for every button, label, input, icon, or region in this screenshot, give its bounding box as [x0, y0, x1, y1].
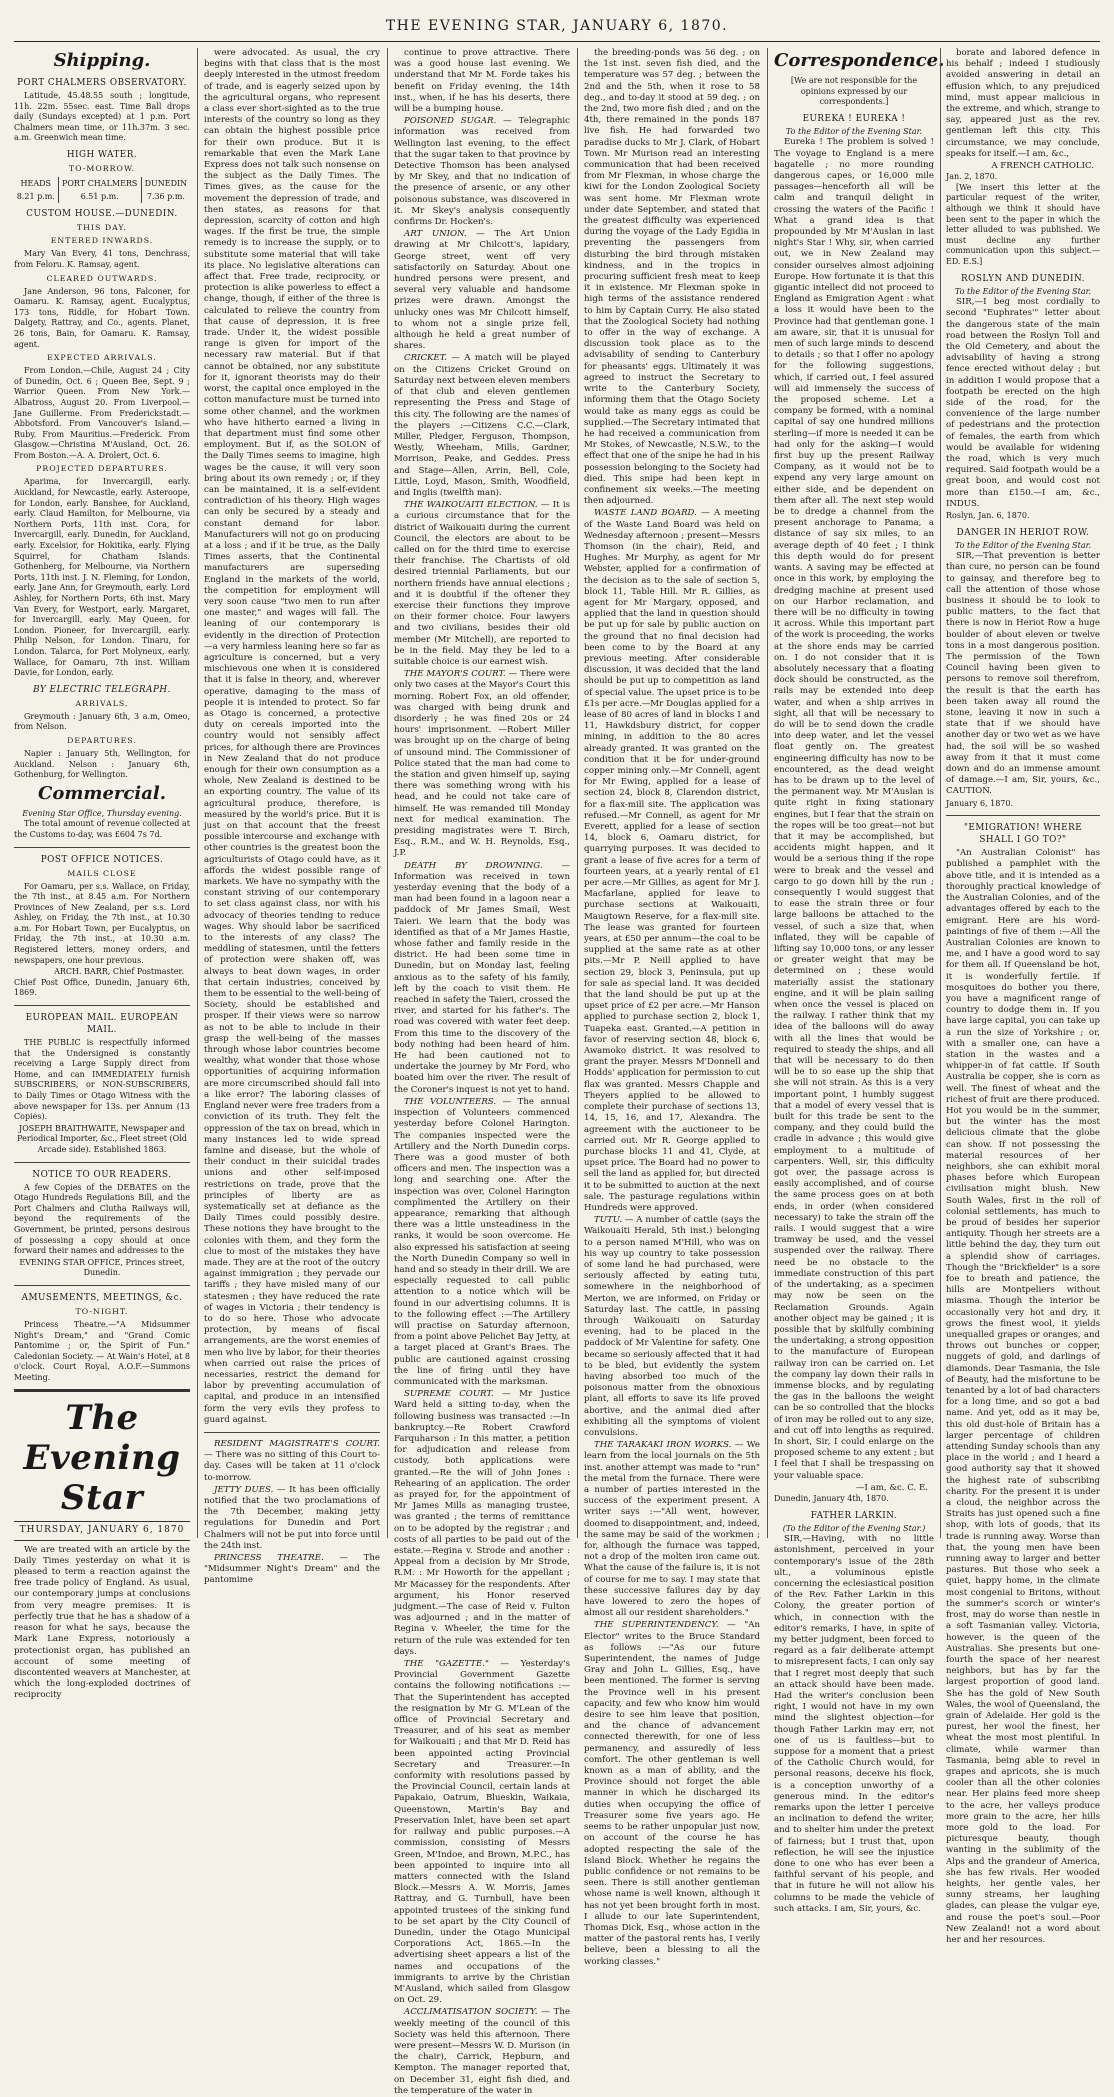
princess-heading: PRINCESS THEATRE.: [214, 1553, 324, 1564]
column-3: [394, 48, 571, 2096]
news-item-heading: DEATH BY DROWNING.: [404, 860, 543, 871]
letter-continued: borate and labored defence in his behalf ; indeed I studiously avoided answering in detail an effusion which, to any prejudiced mind, must appear malicious in the extreme, and which, strange to say, appeared just as the rev. gentleman left this city. This circumstance, we may conclude, speaks for itself.—I am, &c.,: [946, 48, 1100, 159]
correspondence-heading: Correspondence.: [774, 50, 945, 71]
divider: [14, 1285, 190, 1286]
column-1: [14, 48, 190, 1701]
princess-text: The "Midsummer Night's Dream" and the pantomime: [204, 1553, 380, 1586]
separator: —: [493, 1389, 520, 1400]
news-item-heading: ACCLIMATISATION SOCIETY.: [404, 2007, 538, 2018]
news-item-heading: THE VOLUNTEERS.: [404, 1096, 497, 1107]
news-item-heading: CRICKET.: [404, 353, 447, 364]
letter-title: FATHER LARKIN.: [810, 1510, 898, 1521]
news-item: [394, 1097, 570, 1388]
separator: —: [488, 1659, 521, 1670]
commercial-text: The total amount of revenue collected at the Customs to-day, was £604 7s 7d.: [14, 819, 190, 839]
news-item-text: There were only two cases at the Mayor's Court this morning. Robert Fox, an old offender, was charged with being drunk and disorderly ; he was fined 20s or 24 hours' imprisonment. —Robert Miller was brought up on the charge of being of unsound mind. The Commissioner of Police stated that the man had come to the station and given himself up, saying there was something wrong with his head, and he could not take care of himself. He was remanded till Monday next for medical examination. The presiding magistrates were T. Birch, Esq., R.M., and W. H. Reynolds, Esq., J.P.: [394, 669, 570, 859]
divider: [14, 1005, 190, 1006]
leader-continued: were advocated. As usual, the cry begins with that class that is the most deeply interested in the utmost freedom of trade, and is eagerly seized upon by the agricultural organs, who represent a class ever short-sighted as to the true interests of the country so long as they can obtain the highest possible price for their own produce. But it is remarkable that even the Mark Lane Express does not talk such nonsense on the subject as the Daily Times. The Times gives, as the cause for the movement the depression of trade, and then states, as reasons for that depression, scarcity of cotton and high wages. If the first be true, the simple remedy is to increase the supply, or to substitute some material that will take its place. No legislative alterations can affect that. Free trade, reciprocity, or protection is alike powerless to effect a change, though, if either of the three is calculated to relieve the country from that cause of depression, it is free trade. Under it, the widest possible range is given for import of the necessary raw material. But if that cannot be obtained, nor any substitute for it, ignorant theorists may do their worst, the capital once employed in the cotton manufacture must be turned into some other channel, and the workmen who have hitherto earned a living in that department must find some other employment. But if, as the SOLON of the Daily Times seems to imagine, high wages be the cause, it will very soon bring about its own remedy ; or, if they can be maintained, it is a self-evident contradiction of his theory. High wages can only be secured by a steady and constant demand for labor. Manufacturers will not go on producing at a loss ; and if it be true, as the Daily Times asserts, that the Continental manufacturers are superseding England in the markets of the world, the competition for employment will very soon cause "two men to run after one master," and wages will fall. The leaning of our contemporary is evidently in the direction of Protection—a very harmless leaning here so far as agriculture is concerned, but a very mischievous one when it is considered that it is false in theory, and, wherever operative, damaging to the mass of people it is intended to protect. So far as Otago is concerned, a protective duty on cereals imported into the country would not sensibly affect prices, for although there are Provinces in New Zealand that do not produce enough for their own consumption as a whole, New Zealand is destined to be an exporting country. The value of its agricultural produce, therefore, is measured by the world's price. But it is just on that account that the freest possible intercourse and exchange with other countries is the greatest boon the agriculturists of Otago could have, as it affords the widest possible range of markets. We have no sympathy with the constant striving of our contemporary to set class against class, nor with his advocacy of theories tending to reduce wages. Why should labor be sacrificed to the interests of any class? The meddling of statesmen, until the fetters of protection were shaken off, was always to beat down wages, in order that certain industries, conceived by them to be essential to the well-being of Society, should be established and prosper. If their views were so narrow as not to be able to include in their grasp the well-being of the masses through whose labor countries become wealthy, what wonder that those whose opportunities of acquiring information are more circumscribed should fall into a like error? The laboring classes of England never were free traders from a conviction of its truth. They felt the oppression of the tax on bread, which in many instances led to wide spread famine and disease, but the whole of their conduct in their suicidal trades unions and other self-imposed restrictions on trade, prove that the principles of liberty are as systematically set at defiance as the Daily Times could possibly desire. These notions they have brought to the colonies with them, and they form the clue to most of the mistakes they have made. They are at the root of the outcry against immigration ; they pervade our tariffs ; they have misled many of our statesmen ; they have reduced the rate of wages in Victoria ; their tendency is to do so here. Those who advocate protection, by means of fiscal arrangements, are the worst enemies of men who live by labor, for their theories when carried out raise the prices of necessaries, restrict the demand for labor by preventing accumulation of capital, and produce in an intensified form the very evils they profess to guard against.: [204, 48, 380, 1425]
news-item-text: A number of cattle (says the Waikouaiti Herald, 5th inst.) belonging to a person named M'Hill, who was on his way up country to take possession of some land he had purchased, were seriously affected by eating tutu, somewhere in the neighborhood of Merton, we are informed, on Friday or Saturday last. The cattle, in passing through Waikouaiti on Saturday evening, had to be placed in the paddock of Mr Valentine for safety. One became so seriously affected that it had to be bled, but evidently the system having absorbed too much of the poisonous matter from the obnoxious plant, all efforts to save its life proved abortive, and the animal died after exhibiting all the symptoms of violent convulsions.: [584, 1215, 760, 1438]
entered-inwards: Mary Van Every, 41 tons, Denchrass, from Feloru. K. Ramsay, agent.: [14, 249, 190, 269]
letter-text: SIR,—That prevention is better than cure, no person can be found to gainsay, and therefore beg to call the attention of those whose business it should be to look to public matters, to the fact that there is now in Heriot Row a huge boulder of about eleven or twelve tons in a most dangerous position. The permission of the Town Council having been given to persons to remove soil therefrom, the result is that the earth has been taken away all round the stone, leaving it now in such a state that if we should have another day or two wet as we have had, the soil will be so washed away from it that it must come down and do an immense amount of damage.—I am, Sir, yours, &c., CAUTION.: [946, 551, 1100, 797]
news-item: [394, 1659, 570, 2006]
news-item: [394, 2007, 570, 2097]
news-item-text: A match will be played on the Citizens Cricket Ground on Saturday next between eleven members of that club and eleven gentlemen representing the Press and Stage of this city. The following are the names of the players :—Citizens C.C.—Clark, Miller, Pledger, Ferguson, Thompson, Westly, Wheeham, Mills, Gardner, Morrison, Peake, and Geddes. Press and Stage—Allen, Arrin, Bell, Cole, Little, Loyd, Mason, Smith, Woodfield, and Inglis (twelfth man).: [394, 353, 570, 498]
letter-dateline: Roslyn, Jan. 6, 1870.: [946, 511, 1030, 521]
observatory-heading: PORT CHALMERS OBSERVATORY.: [17, 78, 187, 88]
arrivals-heading: ARRIVALS.: [75, 698, 129, 708]
post-sign: ARCH. BARR, Chief Postmaster.: [54, 967, 184, 977]
notice-heading: NOTICE TO OUR READERS.: [32, 1169, 172, 1180]
divider: [946, 815, 1100, 816]
news-item-text: Mr Justice Ward held a sitting to-day, when the following business was transacted :—In bankruptcy.—Re Robert Crawford Farquharson : In this matter, a petition for adjudication and release from custody, both applications were granted.—Re the will of John Jones : Rehearing of an application. The order as prayed for, for the appointment of Mr James Mills as managing trustee, was granted ; the terms of remittance on to be adopted by the registrar ; and costs of all parties to be paid out of the estate.—Regina v. Strode and another : Appeal from a decision by Mr Strode, R.M. : Mr Howorth for the appellant ; Mr Macassey for the respondents. After argument, his Honor reserved judgment.—The case of Reid v. Fulton was adjourned ; and in the matter of Regina v. Wheeler, the time for the return of the rule was extended for ten days.: [394, 1389, 571, 1657]
shipping-heading: Shipping.: [53, 50, 151, 71]
letter-to: To the Editor of the Evening Star.: [785, 126, 923, 136]
departures-heading: DEPARTURES.: [67, 735, 137, 745]
separator: —: [537, 2007, 554, 2018]
separator: —: [696, 508, 714, 519]
tide-place: HEADS: [20, 178, 52, 188]
projected-departures-heading: PROJECTED DEPARTURES.: [36, 464, 168, 474]
news-item: [394, 669, 570, 859]
euro-sign: JOSEPH BRAITHWAITE, Newspaper and Periodical Importer, &c., Fleet street (Old Arcade side). Established 1863.: [17, 1123, 187, 1154]
letter: [946, 273, 1100, 522]
entered-inwards-heading: ENTERED INWARDS.: [50, 236, 154, 246]
resident-text: There was no sitting of this Court to-day. Cases will be taken at 11 o'clock to-morrow.: [204, 1450, 381, 1483]
col3-intro: continue to prove attractive. There was a good house last evening. We understand that Mr M. Forde takes his benefit on Friday evening, the 14th inst., when, if he has his deserts, there will be a bumping house.: [394, 48, 570, 115]
high-water-heading: HIGH WATER.: [66, 149, 138, 160]
news-item: [584, 1620, 760, 1967]
letter-title: ROSLYN AND DUNEDIN.: [961, 273, 1085, 284]
departures-text: Napier : January 5th, Wellington, for Auckland. Nelson : January 6th, Gothenburg, for Wellington.: [14, 748, 190, 780]
letter-sign: —I am, &c. C. E.: [855, 1482, 928, 1493]
post-heading: POST OFFICE NOTICES.: [40, 854, 164, 865]
notice-text: A few Copies of the DEBATES on the Otago Hundreds Regulations Bill, and the Port Chalmers and Clutha Railways will, beyond the requirements of the Government, be printed, persons desirous of possessing a copy should at once forward their names and addresses to the: [14, 1182, 190, 1256]
disclaimer: [We are not responsible for the opinions expressed by our correspondents.]: [790, 76, 918, 107]
column-rule: [577, 48, 578, 1538]
news-item: [394, 116, 570, 228]
separator: —: [446, 353, 465, 364]
divider: [204, 1432, 380, 1433]
tide-time: 7.36 p.m.: [141, 190, 190, 203]
projected-departures: Aparima, for Invercargill, early. Auckland, for Newcastle, early. Asteroope, for London, early. Banshee, for Auckland, early. Claud Hamilton, for Melbourne, via Northern Ports, 11th inst. Cora, for Invercargill, early. Dunedin, for Auckland, early. Excelsior, for Hokitika, early. Flying Squirrel, for Chatham Islands. Gothenberg, for Melbourne, via Northern Ports, 11th inst. J. N. Fleming, for London, early. Jane Ann, for Greymouth, early. Lord Ashley, for Northern Ports, 6th inst. Mary Van Every, for Westport, early. Margaret, for Invercargill, early. May Queen, for London. Pioneer, for Invercargill, early. Philip Nelson, for London. Tinaru, for London. Talarca, for Port Molyneux, early. Wallace, for Oamaru, 7th inst. William Davie, for London, early.: [14, 477, 190, 678]
letter-title: EUREKA ! EUREKA !: [802, 113, 906, 124]
paper-date: THURSDAY, JANUARY 6, 1870: [14, 1521, 190, 1540]
notice-sign: EVENING STAR OFFICE, Princes street, Dunedin.: [19, 1257, 185, 1278]
news-item-text: It is a curious circumstance that for the district of Waikouaiti during the current Council, the electors are about to be called on for the third time to exercise their franchise. The Chartists of old desired triennial Parliaments, but our northern friends have annual elections ; and it is doubtful if the oftener they exercise their functions they improve on their former choice. Four lawyers and two civilians, besides their old member (Mr Mitchell), are reported to be in the field. May they be led to a suitable choice is our earnest wish.: [394, 500, 570, 667]
letter-to: (To the Editor of the Evening Star.): [782, 1523, 926, 1533]
divider: [14, 847, 190, 848]
news-item-text: The annual inspection of Volunteers commenced yesterday before Colonel Harington. The companies inspected were the Artillery and the North Dunedin corps. There was a good muster of both officers and men. The inspection was a long and searching one. After the inspection was over, Colonel Harington complimented the Artillery on their appearance, remarking that although there was a little unsteadiness in the ranks, it would be soon overcome. He also expressed his satisfaction at seeing the North Dunedin Company so well in hand and so steady in their drill. We are especially requested to call public attention to a notice which will be found in our advertising columns. It is to the following effect :—The Artillery will practise on Saturday afternoon, from a point above Pelichet Bay Jetty, at a target placed at Grant's Braes. The public are cautioned against crossing the line of firing until they have communicated with the marksman.: [394, 1096, 570, 1387]
letter: [774, 1510, 934, 1916]
news-item-text: Yesterday's Provincial Government Gazette contains the following notifications :—That the Superintendent has accepted the resignation by Mr G. M'Lean of the office of Provincial Secretary and Treasurer, and of his seat as member for Waikouaiti ; and that Mr D. Reid has been appointed acting Provincial Secretary and Treasurer.—In conformity with resolutions passed by the Provincial Council, certain lands at Papakaio, Oatrum, Blueskin, Waikaia, Queenstown, Martin's Bay and Preservation Inlet, have been set apart for railway and public purposes.—A commission, consisting of Messrs Green, M'Indoe, and Brown, M.P.C., has been appointed to inquire into all matters connected with the Island Block.—Messrs A. W. Morris, James Rattray, and G. Turnbull, have been appointed trustees of the sinking fund to be set apart by the City Council of Dunedin, under the Otago Municipal Corporations Act, 1865.—In the advertising sheet appears a list of the names and occupations of the immigrants to arrive by the Christian M'Ausland, which sailed from Glasgow on Oct. 29.: [394, 1659, 570, 2006]
amuse-heading: AMUSEMENTS, MEETINGS, &c.: [21, 1292, 183, 1303]
amuse-sub: TO-NIGHT.: [75, 1306, 129, 1316]
cleared-outwards: Jane Anderson, 96 tons, Falconer, for Oamaru. K. Ramsay, agent. Eucalyptus, 173 tons, Riddle, for Hobart Town. Dalgety, Rattray, and Co., agents. Planet, 26 tons, Bain, for Oamaru. K. Ramsay, agent.: [14, 286, 190, 349]
column-rule: [197, 48, 198, 1538]
jetty-text: It has been officially notified that the two proclamations of the 7th December, making jetty regulations for Dunedin and Port Chalmers will not be put into force until the 24th inst.: [204, 1484, 380, 1551]
leader-text: We are treated with an article by the Daily Times yesterday on what it is pleased to term a reaction against the free trade policy of England. As usual, our contemporary jumps at conclusions from very meagre premises. It is perfectly true that he has a shadow of a reason for what he says, because the Mark Lane Express, notoriously a protectionist organ, has published an account of some meeting of discontented weavers at Manchester, at which the long-exploded doctrines of reciprocity: [14, 1544, 190, 1701]
news-item-heading: ART UNION.: [404, 229, 467, 240]
column-rule: [940, 48, 941, 1538]
letter-text: Eureka ! The problem is solved ! The voyage to England is a mere bagatelle ; no more rounding dangerous capes, or 16,000 mile passages—henceforth all will be calm and tranquil delight in crossing the waters of the Pacific ! What a grand idea is that propounded by Mr M'Auslan in last night's Star ! Why, sir, when carried out, we in New Zealand may consider ourselves almost adjoining Europe. How fortunate it is that this gigantic intellect did not proceed to England as Emigration Agent : what a loss it would have been to the Province had that gentleman gone. I am aware, sir, that it is unusual for men of such large minds to descend to details ; so that I offer no apology for the following suggestions, which, if carried out, I feel assured will aid immensely the success of the proposed scheme. Let a company be formed, with a nominal capital of say one hundred millions sterling—if more is needed it can be had only for the asking—I would first buy up the present Railway Company, as it would not be to expend any very large amount on either side, and be dependent on them after all. The next step would be to dredge a channel from the present anchorage to Panama, a distance of say six miles, to an average depth of 40 feet ; I think this depth would do for present wants. A saving may be effected at once in this work, by employing the dredging machine at present used on our Harbor reclamation, and there will be no difficulty in towing it across. While this important part of the work is proceeding, the works at the shore ends may be carried on. I do not consider that it is absolutely necessary that a floating dock should be constructed, as the rails may be extended into deep water, and when a ship arrives in sight, all that will be necessary to do will be to send down the cradle into deep water, and let the vessel float gently on. The greatest engineering difficulty has now to be encountered, as the dead weight has to be drawn up to the level of the permanent way. Mr M'Auslan is quite right in fixing stationary engines, but I fear that the strain on the ropes will be too great—not but that it may be accomplished, but accidents might happen, and it would be a serious thing if the rope were to break and the vessel and cargo to go down hill by the run ; consequently I would suggest that to ease the strain three or four large balloons be attached to the vessel, of such a size that, when inflated, they will be capable of lifting say 10,000 tons, or any lesser or greater weight that may be determined on ; these would materially assist the stationary engine, and it will be plain sailing when once the vessel is placed on the railway. I rather think that my idea of the balloons will do away with all the lines that would be required to steady the ships, and all that will be necessary to do then will be to so ease up the ship that she will not strain. As this is a very important point, I humbly suggest that a model of every vessel that is built for this trade be sent to the company, and they could build the cradle in advance ; this would give employment to a multitude of carpenters. Well, sir, this difficulty got over, the passage across is easily accomplished, and of course the same process goes on at both ends, in order (when considered necessary) to take the strain off the rails. I would suggest that a wire tramway be used, and the vessel suspended over the railway. There need be no obstacle to the immediate construction of this part of the undertaking, as a specimen may now be seen on the Reclamation Grounds. Again another object may be gained ; it is possible that by skilfully combining the undertaking, a strong opposition to the manufacture of European railway iron can be carried on. Let the company lay down their rails in immense blocks, and by regulating the gas in the balloons the weight can be so controlled that the blocks of iron may be rolled out to any size, and cut off into lengths as required. In short, Sir, I could enlarge on the proposed scheme to any extent ; but I feel that I shall be trespassing on your valuable space.: [774, 137, 934, 1481]
column-5: [774, 48, 945, 1914]
editor-note: [We insert this letter at the particular request of the writer, although we think it should have been sent to the paper in which the letter alluded to was published. We must decline any further communication upon this subject.—ED. E.S.]: [946, 182, 1100, 266]
masthead: [14, 8, 1100, 42]
news-item-heading: WASTE LAND BOARD.: [594, 508, 697, 519]
letter: [946, 527, 1100, 810]
divider: [14, 1162, 190, 1163]
masthead-title: THE EVENING STAR, JANUARY 6, 1870.: [385, 18, 729, 34]
paper-title-block: [14, 1398, 190, 1540]
tide-time: 6.51 p.m.: [58, 190, 141, 203]
letter-text: SIR,—I beg most cordially to second "Euphrates'" letter about the dangerous state of the main road between the Roslyn Toll and the Old Cemetery, and about the advisability of having a strong fence erected without delay ; but in addition I would propose that a footpath be erected on the high side of the road, for the convenience of the large number of pedestrians and the protection of females, the earth from which would be available for widening the road, which is very much required. Said footpath would be a great boon, and would cost not more than £150.—I am, &c., INDUS.: [946, 297, 1100, 509]
tide-place: PORT CHALMERS: [58, 177, 141, 190]
this-day: THIS DAY.: [76, 223, 128, 233]
emigration-text: "An Australian Colonist" has published a pamphlet with the above title, and it is intended as a thoroughly practical knowledge of the Australian Colonies, and of the advantages offered by each to the emigrant. Here are his word-paintings of five of them :—All the Australian Colonies are known to me, and I have a good word to say for them all. If Queensland be hot, it is wonderfully fertile. If mosquitoes do bother you there, you have a magnificent range of country to dodge them in. If you have large capital, you can take up a run the size of Yorkshire ; or, with a smaller one, can have a station in the wastes and a whipper-in of fat cattle. If South Australia be copper, she is corn as well. The finest of wheat and the richest of fruit are there produced. Hot you would be in the summer, but the winter has the most delicious climate that the globe can show. If not possessing the material resources of her neighbors, she can exhibit moral phases before which European civilisation might blush. New South Wales, first in the roll of colonial settlements, has much to be proud of besides her superior antiquity. Though her streets are a little behind the day, they turn out a splendid show of carriages. Though the "Brickfielder" is a sore foe to breath and patience, the hills are Montpeliers without miasma. Though the interior be occasionally very hot and dry, it grows the finest wool, it yields unequalled grapes or oranges, and throws out bunches or copper, nuggets of gold, and darlings of diamonds. Dear Tasmania, the Isle of Beauty, had the misfortune to be tenanted by a lot of bad characters for a long time, and so got a bad name. And yet, odd as it may be, this old dust-hole of Britain has a larger percentage of children attending Sunday schools than any place in the world ; and I heard a good authority say that it showed the highest rate of subscribing charity. For the present it is under a cloud, the neighbor across the Straits has just opened such a fine shop, with lots of goods, that its trade is running away. Worse than that, the young men have been running away to larger and better pastures. But those who seek a quiet, happy home, in the climate most congenial to Britons, without the summer's scorch or winter's frost, may do worse than nestle in a soft Tasmanian valley. Victoria, however, is the queen of the Australias. She presents but one-fourth the space of her nearest neighbors, but has by far the largest proportion of good land. She has the gold of New South Wales, the wool of Queensland, the grain of Adelaide. Her gold is the purest, her wool the finest, her wheat the most most plentiful. In climate, while warmer than Tasmania, being able to revel in grapes and apricots, she is much cooler than all the other colonies near. Her plains feed more sheep to the acre, her valleys produce more grain to the acre, her hills more gold to the load. For picturesque beauty, though wanting in the sublimity of the Alps and the grandeur of America, she has few rivals. Her wooded heights, her gentle vales, her sunny streams, her laughing glades, can please the vulgar eye, and rouse the poet's soul.—Poor New Zealand! not a word about her and her resources.: [946, 848, 1100, 1945]
expected-arrivals-heading: EXPECTED ARRIVALS.: [47, 353, 157, 363]
separator: —: [718, 1620, 745, 1631]
newspaper-page: [14, 8, 1100, 2096]
separator: —: [542, 860, 570, 871]
amuse-text: Princess Theatre.—"A Midsummer Night's Dream," and "Grand Comic Pantomime ; or, the Spirit of Fun." Caledonian Society. — At Wain's Hotel, at 8 o'clock. Court Royal, A.O.F.—Summons Meeting.: [14, 1319, 190, 1382]
news-item-text: Telegraphic information was received from Wellington last evening, to the effect that the sugar taken to that province by Detective Thomson has been analysed by Mr Skey, and that no indication of the presence of arsenic, or any other poisonous substance, was discovered in it. Mr Skey's analysis consequently confirms Dr. Hocken's.: [394, 116, 570, 228]
post-text: For Oamaru, per s.s. Wallace, on Friday, the 7th inst., at 8.45 a.m. For Northern Provinces of New Zealand, per s.s. Lord Ashley, on Friday, the 7th inst., at 10.30 a.m. For Hobart Town, per Eucalyptus, on Friday, the 7th inst., at 10.30 a.m. Registered letters, money orders, and newspapers, one hour previous.: [14, 881, 190, 965]
news-item-text: The weekly meeting of the council of this Society was held this afternoon. There were present—Messrs W. D. Murison (in the chair), Carrick, Hepburn, and Kempton. The manager reported that, on December 31, eight fish died, and the temperature of the water in: [394, 2007, 571, 2096]
arrivals-text: Greymouth : January 6th, 3 a.m, Omeo, from Nelson.: [14, 711, 190, 732]
emigration-heading: "EMIGRATION! WHERE SHALL I GO TO?": [963, 823, 1083, 846]
news-item: [584, 508, 760, 1214]
post-sign-2: Chief Post Office, Dunedin, January 6th, 1869.: [14, 977, 190, 998]
letters: [946, 273, 1100, 810]
letter-text: SIR,—Having, with no little astonishment, perceived in your contemporary's issue of the 28th ult., a voluminous epistle concerning the eclesiastical position of the Rev. Father Larkin in this Colony, the greater portion of which, in connection with the editor's remarks, I have, in spite of my better judgment, been forced to regard as a fair deliberate attempt to misrepresent facts, I can only say that I regret most deeply that such an attack should have been made. Had the writer's conclusion been right, I would not have in my own mind the slightest objection—for though Father Larkin may err, not one of us is faultless—but to suppose for a moment that a priest of the Catholic Church would, for personal reasons, deceive his flock, is a conception unworthy of a generous mind. In the editor's remarks upon the letter I perceive an inclination to defend the writer, and to shelter him under the pretext of fairness; but I trust that, upon reflection, he will see the injustice done to one who has ever been a faithful servant of his people, and that in future he will not allow his columns to be made the vehicle of such attacks. I am, Sir, yours, &c.: [774, 1534, 934, 1914]
news-item: [394, 353, 570, 499]
high-water-sub: TO-MORROW.: [68, 163, 136, 173]
observatory-text: Latitude, 45.48.55 south ; longitude, 11h. 22m. 55sec. east. Time Ball drops daily (Sundays excepted) at 1 p.m. Port Chalmers mean time, or 11h.37m. 3 sec. a.m. Greenwich mean time.: [14, 91, 190, 143]
separator: —: [731, 1440, 747, 1451]
separator: —: [505, 669, 520, 680]
column-6: [946, 48, 1100, 1945]
euro-text: THE PUBLIC is respectfully informed that the Undersigned is constantly receiving a Large Supply direct from Home, and can IMMEDIATELY furnish SUBSCRIBERS, or NON-SUBSCRIBERS, to Daily Times or Otago Witness with the above newspaper for 13s. per Annum (13 Copies).: [14, 1038, 190, 1122]
paper-title: The Evening Star: [23, 1398, 181, 1519]
news-item-text: Information was received in town yesterday evening that the body of a man had been found in a lagoon near a paddock of Mr James Smail, West Taieri. We learn that the body was identified as that of a Mr James Hastie, whose father and family reside in the district. He had been some time in Dunedin, but on Monday last, feeling anxious as to the safety of his family, left by the coach to visit them. He reached in safety the Taieri, crossed the river, and started for his father's. The road was covered with water feet deep. From this time to the discovery of the body nothing had been heard of him. He had been cautioned not to undertake the journey by Mr Ford, who boated him over the river. The result of the Coroner's inquest is not yet to hand.: [394, 871, 570, 1095]
news-item-heading: THE "GAZETTE.": [404, 1659, 489, 1670]
news-item-text: "An Elector" writes to the Bruce Standard as follows :—"As our future Superintendent, the names of Judge Gray and John L. Gillies, Esq., have been mentioned. The former is serving the Province well in his present capacity, and few who know him would desire to see him leave that position, and the chance of advancement connected therewith, for one of less permanency, and assuredly of less comfort. The other gentleman is well known as a man of ability, and the Province should not forget the able manner in which he discharged its duties when occupying the office of Treasurer some five years ago. He seems to be rather unpopular just now, on account of the course he has adopted respecting the sale of the Island Block. Whether he regains the public confidence or not remains to be seen. There is still another gentleman whose name is well known, although it has not yet been brought forth in most. I allude to our late Superintendent, Thomas Dick, Esq., whose action in the matter of the pastoral rents has, I verily believe, been a blessing to all the working classes.": [584, 1620, 760, 1967]
column-2: were advocated. As usual, the cry begins with that class that is the most deeply interested in the utmost freedom of trade, and is eagerly seized upon by the agricultural organs, who represent a class ever short-sighted as to the true interests of the country so long as they can obtain the highest possible price for their own produce. But it is remarkable that even the Mark Lane Express does not talk such nonsense on the subject as the Daily Times. The Times gives, as the cause for the movement the depression of trade, and then states, as reasons for that depression, scarcity of cotton and high wages. If the first be true, the simple remedy is to increase the supply, or to substitute some material that will take its place. No legislative alterations can affect that. Free trade, reciprocity, or protection is alike powerless to effect a change, though, if either of the three is calculated to relieve the country from that cause of depression, it is free trade. Under it, the widest possible range is given for import of the necessary raw material. But if that cannot be obtained, nor any substitute for it, ignorant theorists may do their worst, the capital once employed in the cotton manufacture must be turned into some other channel, and the workmen who have hitherto earned a living in that department must find some other employment. But if, as the SOLON of the Daily Times seems to imagine, high wages be the cause, it will very soon bring about its own remedy ; or, if they can be maintained, it is a self-evident contradiction of his theory. High wages can only be secured by a steady and constant demand for labor. Manufacturers will not go on producing at a loss ; and if it be true, as the Daily Times asserts, that the Continental manufacturers are superseding England in the markets of the world, the competition for employment will very soon cause "two men to run after one master," and wages will fall. The leaning of our contemporary is evidently in the direction of Protection—a very harmless leaning here so far as agriculture is concerned, but a very mischievous one when it is considered that it is false in theory, and, wherever operative, damaging to the mass of people it is intended to protect. So far as Otago is concerned, a protective duty on cereals imported into the country would not sensibly affect prices, for although there are Provinces in New Zealand that do not produce enough for their own consumption as a whole, New Zealand is destined to be an exporting country. The value of its agricultural produce, therefore, is measured by the world's price. But it is just on that account that the freest possible intercourse and exchange with other countries is the greatest boon the agriculturists of Otago could have, as it affords the widest possible range of markets. We have no sympathy with the constant striving of our contemporary to set class against class, nor with his advocacy of theories tending to reduce wages. Why should labor be sacrificed to the interests of any class? The meddling of statesmen, until the fetters of protection were shaken off, was always to beat down wages, in order that certain industries, conceived by them to be essential to the well-being of Society, should be established and prosper. If their views were so narrow as not to be able to include in their grasp the well-being of the masses through whose labor countries become wealthy, what wonder that those whose opportunities of acquiring information are more circumscribed should fall into a like error? The laboring classes of England never were free traders from a conviction of its truth. They felt the oppression of the tax on bread, which in many instances led to wide spread famine and disease, but the whole of their conduct in their suicidal trades unions and other self-imposed restrictions on trade, prove that the principles of liberty are as systematically set at defiance as the Daily Times could possibly desire. These notions they have brought to the colonies with them, and they form the clue to most of the mistakes they have made. They are at the root of the outcry against immigration ; they pervade our tariffs ; they have misled many of our statesmen ; they have reduced the rate of wages in Victoria ; their tendency is to do so here. Those who advocate protection, by means of fiscal arrangements, are the worst enemies of men who live by labor, for their theories when carried out raise the prices of necessaries, restrict the demand for labor by preventing accumulation of capital, and produce in an intensified form the very evils they profess to guard against. RESIDENT MAGISTRATE'S COURT. — There was no sitting of this Court to-day. Cases will be taken at 11 o'clock to-morrow. JETTY DUES. — It has been officially notified that the two proclamations of the 7th December, making jetty regulations for Dunedin and Port Chalmers will not be put into force until the 24th inst. PRINCESS THEATRE. — The "Midsummer Night's Dream" and the pantomime: [204, 48, 381, 1586]
news-item-text: The Art Union drawing at Mr Chilcott's, lapidary, George street, went off very satisfactorily on Saturday. About one hundred persons were present, and several very valuable and handsome prizes were drawn. Amongst the unlucky ones was Mr Chilcott himself, to whom not a single prize fell, although he held a great number of shares.: [394, 229, 570, 352]
separator: —: [496, 1096, 518, 1107]
column-rule: [387, 48, 388, 1538]
euro-heading: EUROPEAN MAIL. EUROPEAN MAIL.: [25, 1013, 179, 1036]
col4-intro: the breeding-ponds was 56 deg. ; on the 1st inst. seven fish died, and the temperature was 57 deg. ; between the 2nd and the 5th, when it rose to 58 deg., and to-day it stood at 59 deg. ; on the 2nd, two more fish died ; and on the 4th, there remained in the ponds 187 live fish. He had forwarded two paradise ducks to Mr J. Clark, of Hobart Town. Mr Murison read an interesting communication that had been received from Mr Flexman, in whose charge the kiwi for the London Zoological Society was sent home. Mr Flexman wrote under date September, and stated that the greatest difficulty was experienced during the voyage of the Lady Egidia in preventing the passengers from disturbing the bird through mistaken kindness, and in the tropics in procuring sufficient fresh meat to keep it in existence. Mr Flexman spoke in high terms of the assistance rendered to him by Captain Curry. He also stated that the Zoological Society had nothing to offer in the way of exchange. A discussion took place as to the advisability of sending to Canterbury for pheasants' eggs. Ultimately it was agreed to instruct the Secretary to write to the Canterbury Society, informing them that the Otago Society would take as many eggs as could be supplied.—The Secretary intimated that he had received a communication from Mr Stokes, of Newcastle, N.S.W., to the effect that one of the snipe he had in his possession belonging to the Society had died. This snipe had been kept in confinement six weeks.—The meeting then adjourned.: [584, 48, 760, 507]
separator: —: [466, 229, 495, 240]
letter-dateline: Dunedin, January 4th, 1870.: [774, 1493, 889, 1503]
jetty-heading: JETTY DUES.: [214, 1484, 274, 1495]
news-item-heading: TUTU.: [594, 1215, 622, 1226]
customs-heading: CUSTOM HOUSE.—DUNEDIN.: [26, 209, 178, 220]
news-item: [394, 1389, 570, 1658]
column-rule: [767, 48, 768, 1538]
letter-date: Jan. 2, 1870.: [946, 172, 998, 182]
letters: [774, 113, 934, 1915]
commercial-heading: Commercial.: [38, 782, 166, 804]
letter-dateline: January 6, 1870.: [946, 798, 1014, 808]
tide-time: 8.21 p.m.: [16, 192, 55, 202]
tide-place: DUNEDIN: [141, 177, 190, 190]
separator: —: [621, 1215, 637, 1226]
letter-to: To the Editor of the Evening Star.: [954, 286, 1092, 296]
letter-to: To the Editor of the Evening Star.: [954, 540, 1092, 550]
news-item-heading: SUPREME COURT.: [404, 1389, 494, 1400]
news-items: [584, 508, 760, 1967]
column-4: [584, 48, 760, 1967]
telegraph-heading: BY ELECTRIC TELEGRAPH.: [33, 684, 171, 695]
letter: [774, 113, 934, 1505]
news-item-heading: THE SUPERINTENDENCY.: [594, 1620, 719, 1631]
commercial-dateline: Evening Star Office, Thursday evening.: [22, 808, 182, 818]
news-item-text: We learn from the local journals on the 5th inst. another attempt was made to "run" the metal from the furnace. There were a number of parties interested in the success of the experiment present. A writer says :—"All went, however, doomed to disappointment, and, indeed, the same may be said of the workmen ; for, although the furnace was tapped, not a drop of the molten iron came out. What the cause of the failure is, it is not of course for me to say. I may state that these successive failures day by day have lowered to zero the hopes of almost all our resident shareholders.": [584, 1440, 760, 1619]
letter-title: DANGER IN HERIOT ROW.: [956, 527, 1090, 538]
mails-close: MAILS CLOSE: [67, 868, 137, 878]
news-item-text: A meeting of the Waste Land Board was held on Wednesday afternoon ; present—Messrs Thomson (in the chair), Reid, and Hughes. Mr Murphy, as agent for Mr Webster, applied for a confirmation of the decision as to the sale of section 5, block 11, Table Hill. Mr R. Gillies, as agent for Mr Margary, opposed, and applied that the land in question should be put up for sale by public auction on the ground that no final decision had been come to by the Board at any previous meeting. After considerable discussion, it was decided that the land should be put up to competition as land of special value. The upset price is to be £1s per acre.—Mr Douglas applied for a lease of 80 acres of land in blocks I and 11, Hawkdsbury district, for copper mining, in addition to the 80 acres already granted. It was granted on the condition that it be for under-ground copper mining only.—Mr Connell, agent for Mr Ewing, applied for a lease of section 24, block 8, Clarendon district, for a flax-mill site. The application was refused.—Mr Connell, as agent for Mr Everett, applied for a lease of section 14, block 6, Oamaru district, for quarrying purposes. It was decided to grant a lease of five acres for a term of fourteen years, at a yearly rental of £1 per acre.—Mr Gillies, as agent for Mr J. Macfarlane, applied for leave to purchase sections at Waikouaiti, Maugtown Reserve, for a flax-mill site. The lease was granted for fourteen years, at £50 per annum—the coal to be supplied at the same rate as at other pits.—Mr P. Neill applied to have section 29, block 3, Peninsula, put up for sale as special land. It was decided that the land should be put up at the upset price of £2 per acre.—Mr Hanson applied to purchase section 2, block 1, Tuapeka east. Granted.—A petition in favor of reserving section 48, block 6, Awamoko district. It was resolved to grant the prayer. Messrs M'Donnell and Hodds' application for permission to cut flax was granted. Messrs Chapple and Theyers applied to be allowed to complete their purchase of sections 13, 14, 15, 16, and 17, Alexandra. The agreement with the auctioneer to be carried out. Mr R. George applied to purchase blocks 11 and 41, Clyde, at upset price. The Board had no power to sell the land as applied for, but directed it to be submitted to auction at the next sale. The pasturage regulations within Hundreds were approved.: [584, 508, 760, 1213]
tide-table: [14, 177, 190, 203]
news-item: [394, 229, 570, 352]
news-item: [584, 1440, 760, 1619]
news-item-heading: THE TARAKAKI IRON WORKS.: [594, 1440, 732, 1451]
resident-heading: RESIDENT MAGISTRATE'S COURT.: [214, 1438, 380, 1449]
separator: —: [496, 116, 519, 127]
news-item: [584, 1215, 760, 1439]
expected-arrivals: From London.—Chile, August 24 ; City of Dunedin, Oct. 6 ; Queen Bee, Sept. 9 ; Warrior Queen. From New York.—Albatross, August 20. From Liverpool.—Jane Guillerme. From Frederickstadt.—Abbotsford. From Vancouver's Island.—Ruby. From Mauritius.—Frederick. From Glasgow.—Christina M'Ausland, Oct. 26. From Boston.—A. A. Drolert, Oct. 6.: [14, 366, 190, 460]
double-divider: [14, 1389, 190, 1392]
news-item: [394, 861, 570, 1096]
news-item: [394, 500, 570, 668]
news-item-heading: POISONED SUGAR.: [404, 116, 497, 127]
news-item-heading: THE WAIKOUAITI ELECTION.: [404, 500, 538, 511]
cleared-outwards-heading: CLEARED OUTWARDS.: [46, 273, 158, 283]
letter-sign: A FRENCH CATHOLIC.: [991, 161, 1094, 172]
news-items: [394, 116, 570, 2097]
separator: —: [537, 500, 553, 511]
news-item-heading: THE MAYOR'S COURT.: [404, 669, 506, 680]
